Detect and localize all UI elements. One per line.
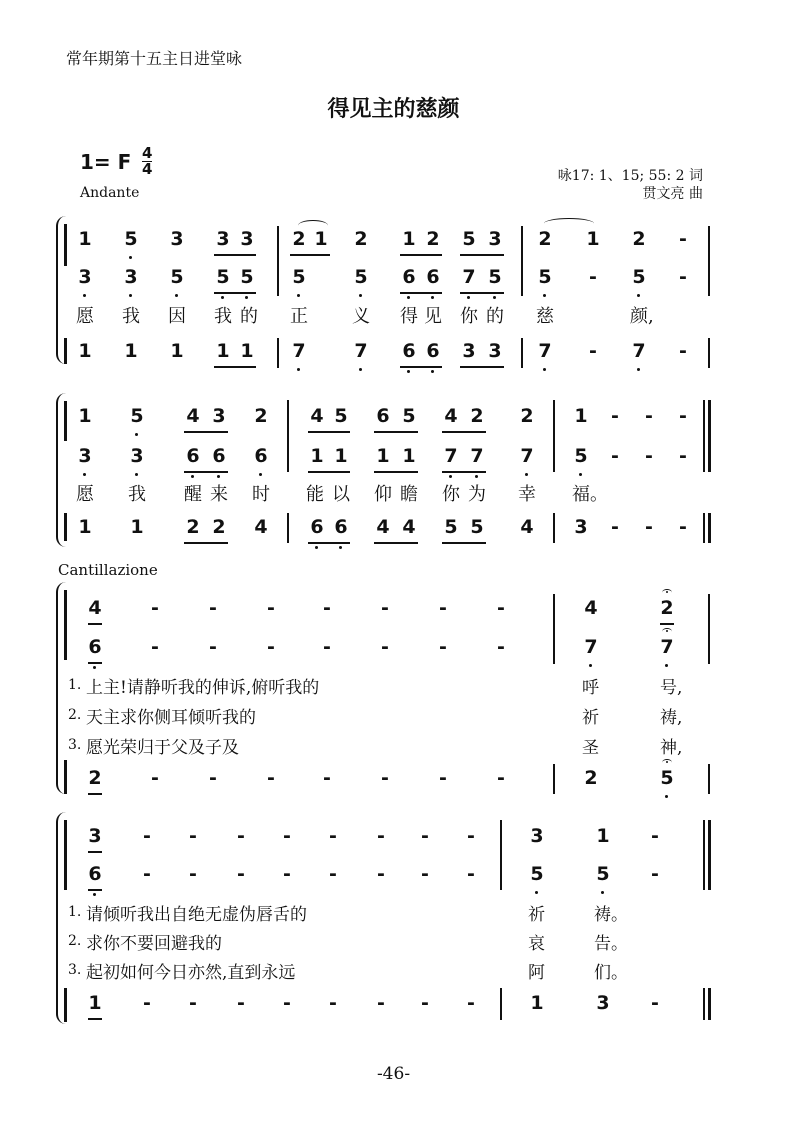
verse-text: 天主求你侧耳倾听我的 [86,708,256,728]
lyric: 的 [240,306,258,327]
lyric: 正 [290,306,308,327]
lyric: 因 [168,306,186,327]
lyric: 得 [400,306,418,327]
lyric: 我 [128,484,146,505]
lyric: 我 [122,306,140,327]
lyric: 我 [214,306,232,327]
alto-line-4: 6 - - - - - - - - 5 5 - [0,863,787,893]
verse-end-1: 哀 [528,934,545,954]
lyric: 幸 [518,484,536,505]
lyric: 醒 [184,484,202,505]
page-title: 得见主的慈颜 [327,96,460,122]
lyric: 你 [442,484,460,505]
lyric: 见 [424,306,442,327]
lyric: 的 [486,306,504,327]
verse-end-2: 号, [660,678,683,698]
verse-number: 3. [68,737,82,753]
lyric: 慈 [536,306,554,327]
verse-number: 2. [68,707,82,723]
verse-text: 起初如何今日亦然,直到永远 [86,963,296,983]
lyric: 颜, [630,306,654,327]
verse-text: 求你不要回避我的 [86,934,222,954]
music-credit: 贯文亮 曲 [642,186,703,202]
lyric: 义 [352,306,370,327]
verse-end-2: 告。 [594,934,628,954]
tempo-marking-2: Cantillazione [58,561,158,579]
lyric: 仰 [374,484,392,505]
bass-line-2: 1 1 2 2 4 6 6 4 4 5 5 4 3 - - - [0,516,787,546]
lyric: 你 [460,306,478,327]
time-sig-top: 4 [142,144,153,162]
soprano-line-3: 4 - - - - - - - 4 2 [0,597,787,627]
alto-line-2: 3 3 6 6 6 1 1 1 1 7 7 7 5 - - - [0,445,787,475]
verse-number: 1. [68,904,82,920]
verse-text: 请倾听我出自绝无虚伪唇舌的 [86,905,307,925]
verse-end-1: 圣 [582,738,599,758]
verse-number: 1. [68,677,82,693]
time-signature [142,146,152,177]
alto-line-3: 6 - - - - - - - 7 7 [0,636,787,666]
text-credit: 咏17: 1、15; 55: 2 词 [557,168,703,184]
key-signature: 1= F [80,150,132,174]
verse-number: 3. [68,962,82,978]
time-sig-bottom: 4 [142,160,153,178]
verse-end-2: 祷。 [594,905,628,925]
soprano-line-2: 1 5 4 3 2 4 5 6 5 4 2 2 1 - - - [0,405,787,435]
verse-text: 愿光荣归于父及子及 [86,738,239,758]
occasion-label: 常年期第十五主日进堂咏 [66,49,243,68]
lyric: 为 [468,484,486,505]
bass-line-1: 1 1 1 1 1 7 7 6 6 3 3 7 - 7 - [0,340,787,370]
verse-number: 2. [68,933,82,949]
lyric: 福。 [572,484,608,505]
page-number: -46- [376,1064,411,1084]
lyric: 能 [306,484,324,505]
bass-line-3: 2 - - - - - - - 2 5 [0,767,787,797]
verse-end-1: 祈 [582,708,599,728]
lyric: 愿 [76,306,94,327]
verse-text: 上主!请静听我的伸诉,俯听我的 [86,678,320,698]
lyric: 以 [332,484,350,505]
lyric: 来 [210,484,228,505]
verse-end-2: 们。 [594,963,628,983]
lyric: 时 [252,484,270,505]
tempo-marking: Andante [80,185,140,201]
verse-end-1: 呼 [582,678,599,698]
verse-end-1: 阿 [528,963,545,983]
soprano-line-1: 1 5 3 3 3 2 1 2 1 2 5 3 2 1 2 - [0,228,787,258]
verse-end-2: 祷, [660,708,683,728]
alto-line-1: 3 3 5 5 5 5 5 6 6 7 5 5 - 5 - [0,266,787,296]
bass-line-4: 1 - - - - - - - - 1 3 - [0,992,787,1022]
lyric: 愿 [76,484,94,505]
verse-end-1: 祈 [528,905,545,925]
verse-end-2: 神, [660,738,683,758]
soprano-line-4: 3 - - - - - - - - 3 1 - [0,825,787,855]
lyric: 瞻 [400,484,418,505]
